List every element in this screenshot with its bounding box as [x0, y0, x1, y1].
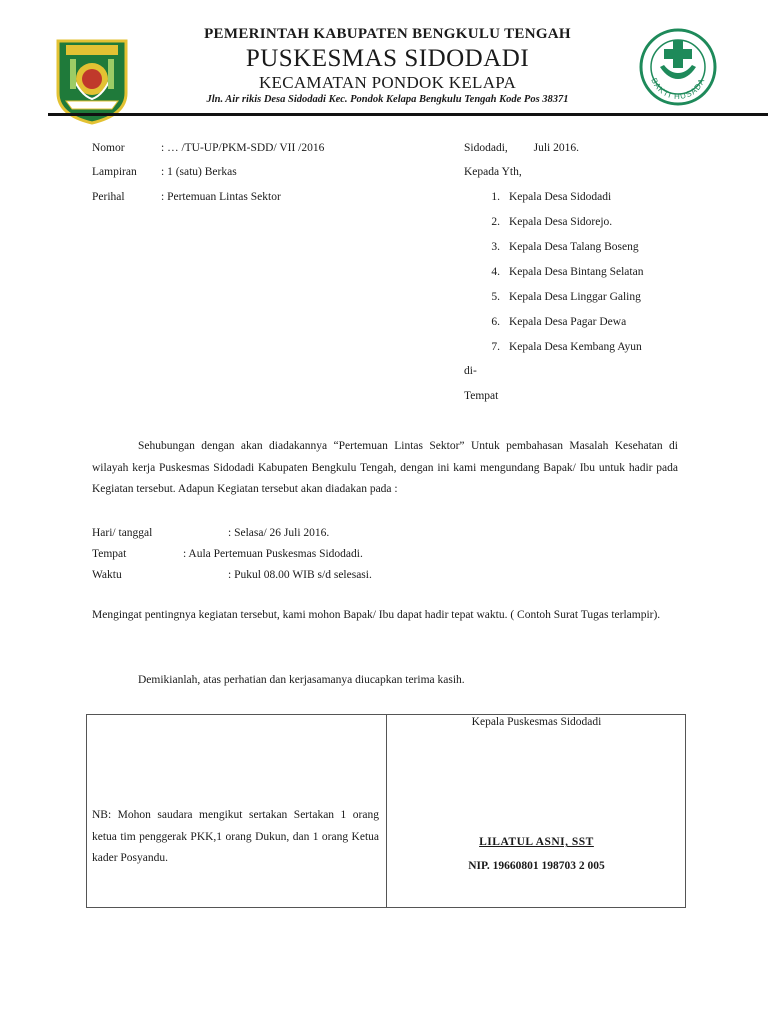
di-label: di- [464, 365, 477, 377]
lampiran-label: Lampiran [92, 166, 137, 178]
letterhead-divider [48, 113, 768, 116]
nomor-label: Nomor [92, 142, 125, 154]
recipient-name: Kepala Desa Pagar Dewa [509, 316, 627, 328]
lampiran-value: : 1 (satu) Berkas [161, 166, 237, 178]
nomor-value: : … /TU-UP/PKM-SDD/ VII /2016 [161, 142, 325, 154]
signatory-nip: NIP. 19660801 198703 2 005 [468, 860, 605, 872]
signatory-title: Kepala Puskesmas Sidodadi [471, 716, 602, 728]
hari-tanggal-value: : Selasa/ 26 Juli 2016. [228, 527, 330, 539]
event-place-value: : Aula Pertemuan Puskesmas Sidodadi. [183, 548, 363, 560]
perihal-value: : Pertemuan Lintas Sektor [161, 191, 281, 203]
event-time-label: Waktu [92, 569, 122, 581]
recipient-number: 3. [491, 241, 500, 253]
signatory-name: LILATUL ASNI, SST [479, 836, 594, 848]
recipient-name: Kepala Desa Sidodadi [509, 191, 612, 203]
body-paragraph-attendance: Mengingat pentingnya kegiatan tersebut, kami mohon Bapak/ Ibu dapat hadir tepat waktu. ( Contoh Surat Tugas terlampir). [92, 609, 661, 621]
bakti-husada-emblem-icon [638, 27, 718, 107]
letterhead-government-name: PEMERINTAH KABUPATEN BENGKULU TENGAH [204, 26, 571, 42]
signature-table-divider [386, 714, 387, 908]
recipient-name: Kepala Desa Talang Boseng [509, 241, 639, 253]
recipient-name: Kepala Desa Kembang Ayun [509, 341, 642, 353]
letterhead-address: Jln. Air rikis Desa Sidodadi Kec. Pondok Kelapa Bengkulu Tengah Kode Pos 38371 [206, 94, 569, 105]
recipient-number: 1. [491, 191, 500, 203]
bengkulu-tengah-regency-emblem-icon [52, 35, 132, 125]
recipient-name: Kepala Desa Linggar Galing [509, 291, 641, 303]
recipient-name: Kepala Desa Bintang Selatan [509, 266, 644, 278]
recipient-header: Kepada Yth, [464, 166, 522, 178]
event-time-value: : Pukul 08.00 WIB s/d selesasi. [228, 569, 372, 581]
recipient-number: 2. [491, 216, 500, 228]
bakti-husada-label: BAKTI HUSADA [649, 76, 707, 102]
body-paragraph-closing: Demikianlah, atas perhatian dan kerjasamanya diucapkan terima kasih. [138, 674, 465, 686]
hari-tanggal-label: Hari/ tanggal [92, 527, 153, 539]
tempat-label: Tempat [464, 390, 499, 402]
place-date: Sidodadi, Juli 2016. [464, 142, 580, 154]
event-place-label: Tempat [92, 548, 127, 560]
recipient-name: Kepala Desa Sidorejo. [509, 216, 613, 228]
body-paragraph-invitation: Sehubungan dengan akan diadakannya “Pertemuan Lintas Sektor” Untuk pembahasan Masalah Kesehatan di wilayah kerja Puskesmas Sidodadi Kabupaten Bengkulu Tengah, dengan ini kami mengundang Bapak/ Ibu untuk hadir pada Kegiatan tersebut. Adapun Kegiatan tersebut akan diadakan pada : [92, 440, 678, 495]
recipient-number: 4. [491, 266, 500, 278]
perihal-label: Perihal [92, 191, 125, 203]
letterhead-institution-name: PUSKESMAS SIDODADI [245, 45, 530, 72]
recipient-number: 7. [491, 341, 500, 353]
letterhead-district-name: KECAMATAN PONDOK KELAPA [258, 73, 517, 92]
nb-note: NB: Mohon saudara mengikut sertakan Sertakan 1 orang ketua tim penggerak PKK,1 orang Dukun, dan 1 orang Ketua kader Posyandu. [92, 809, 379, 864]
recipient-number: 6. [491, 316, 500, 328]
recipient-number: 5. [491, 291, 500, 303]
